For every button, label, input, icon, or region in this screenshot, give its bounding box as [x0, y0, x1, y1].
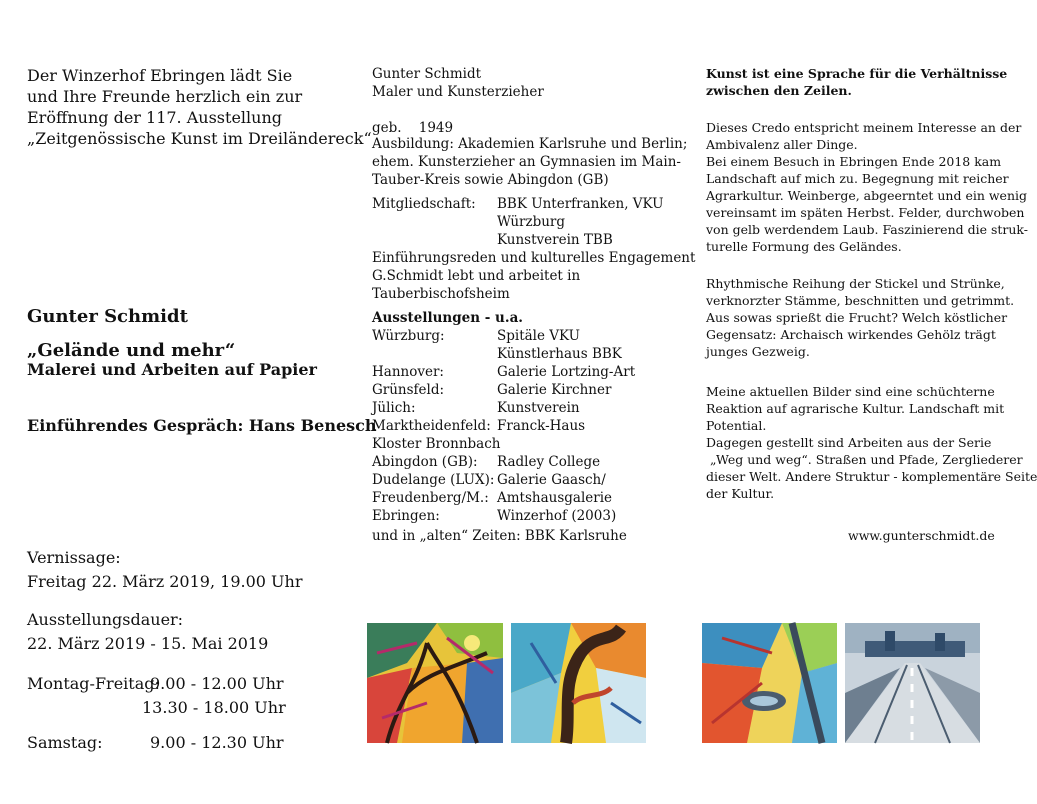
exhibition-row	[372, 472, 606, 488]
bio-role: Maler und Kunsterzieher	[372, 84, 544, 100]
exhibition-row	[372, 382, 612, 398]
exhibition-row	[372, 454, 601, 470]
exhibition-row	[372, 400, 580, 416]
artist-name: Gunter Schmidt	[27, 306, 188, 327]
engagement-line-2: G.Schmidt lebt und arbeitet in	[372, 268, 581, 284]
statement-p2-line: Rhythmische Reihung der Stickel und Strünke,	[706, 276, 1005, 291]
painting-bridge-road	[845, 623, 980, 743]
membership-label: Mitgliedschaft:	[372, 196, 476, 212]
motto-line-1: Kunst ist eine Sprache für die Verhältnisse	[706, 66, 1008, 81]
motto-line-2: zwischen den Zeilen.	[706, 83, 852, 98]
exhibition-venue: Franck-Haus	[497, 418, 586, 434]
engagement-line-3: Tauberbischofsheim	[372, 286, 510, 302]
exhibition-title: „Gelände und mehr“	[27, 340, 236, 361]
duration-label: Ausstellungsdauer:	[27, 610, 184, 629]
statement-p3-line: der Kultur.	[706, 486, 775, 501]
exhibition-place: Jülich:	[372, 400, 416, 416]
bio-line-1: Ausbildung: Akademien Karlsruhe und Berlin;	[372, 136, 688, 152]
bio-line-2: ehem. Kunsterzieher an Gymnasien im Main-	[372, 154, 681, 170]
exhibition-place: Würzburg:	[372, 328, 445, 344]
website-link[interactable]: www.gunterschmidt.de	[848, 528, 995, 543]
painting-abstract-road	[702, 623, 837, 743]
statement-p3-line: „Weg und weg“. Straßen und Pfade, Zergliederer	[706, 452, 1023, 467]
statement-p1-line: Agrarkultur. Weinberge, abgeerntet und ein wenig	[706, 188, 1028, 203]
statement-p2-line: junges Gezweig.	[706, 344, 810, 359]
exhibition-venue: Amtshausgalerie	[497, 490, 613, 506]
talk-info: Einführendes Gespräch: Hans Benesch	[27, 416, 377, 435]
statement-p1-line: Bei einem Besuch in Ebringen Ende 2018 kam	[706, 154, 1002, 169]
vernissage-value: Freitag 22. März 2019, 19.00 Uhr	[27, 572, 303, 591]
vernissage-label: Vernissage:	[27, 548, 121, 567]
exhibition-venue: Spitäle VKU	[497, 328, 581, 344]
exhibition-place: Dudelange (LUX):	[372, 472, 495, 488]
painting-tree-trunk	[511, 623, 646, 743]
statement-p3-line: Reaktion auf agrarische Kultur. Landschaft mit	[706, 401, 1005, 416]
membership-2: Würzburg	[497, 214, 566, 230]
statement-p1-line: Ambivalenz aller Dinge.	[706, 137, 858, 152]
statement-p2-line: Gegensatz: Archaisch wirkendes Gehölz trägt	[706, 327, 996, 342]
intro-line-4: „Zeitgenössische Kunst im Dreiländereck“	[27, 129, 372, 148]
exhibition-row	[372, 436, 500, 452]
statement-p1-line: von gelb werdendem Laub. Faszinierend die struk-	[706, 222, 1029, 237]
statement-p3-line: Meine aktuellen Bilder sind eine schüchterne	[706, 384, 995, 399]
exhibition-place: Marktheidenfeld:	[372, 418, 491, 434]
statement-p3-line: dieser Welt. Andere Struktur - komplementäre Seite	[706, 469, 1037, 484]
exhibition-venue: Galerie Kirchner	[497, 382, 612, 398]
engagement-line-1: Einführungsreden und kulturelles Engagement	[372, 250, 696, 266]
exhibition-place: Kloster Bronnbach	[372, 436, 501, 452]
bio-born: geb. 1949	[372, 120, 454, 136]
old-times-line: und in „alten“ Zeiten: BBK Karlsruhe	[372, 528, 627, 544]
hours-day-3: Samstag:	[27, 733, 103, 752]
exhibition-row	[372, 490, 613, 506]
exhibition-place: Grünsfeld:	[372, 382, 445, 398]
exhibition-row	[372, 364, 636, 380]
exhibition-place: Ebringen:	[372, 508, 440, 524]
hours-time-2: 13.30 - 18.00 Uhr	[142, 698, 286, 717]
duration-value: 22. März 2019 - 15. Mai 2019	[27, 634, 269, 653]
hours-time-1: 9.00 - 12.00 Uhr	[150, 674, 284, 693]
membership-3: Kunstverein TBB	[497, 232, 613, 248]
statement-p1-line: Landschaft auf mich zu. Begegnung mit reicher	[706, 171, 1009, 186]
statement-p1-line: turelle Formung des Geländes.	[706, 239, 902, 254]
statement-p1-line: Dieses Credo entspricht meinem Interesse an der	[706, 120, 1022, 135]
bio-name: Gunter Schmidt	[372, 66, 482, 82]
hours-day-1: Montag-Freitag:	[27, 674, 160, 693]
exhibition-venue: Galerie Lortzing-Art	[497, 364, 636, 380]
hours-time-3: 9.00 - 12.30 Uhr	[150, 733, 284, 752]
intro-line-2: und Ihre Freunde herzlich ein zur	[27, 87, 303, 106]
membership-1: BBK Unterfranken, VKU	[497, 196, 664, 212]
statement-p2-line: verknorzter Stämme, beschnitten und getrimmt.	[706, 293, 1015, 308]
exhibitions-heading: Ausstellungen - u.a.	[372, 310, 524, 326]
exhibition-venue: Galerie Gaasch/	[497, 472, 606, 488]
painting-vineyard	[367, 623, 503, 743]
bio-line-3: Tauber-Kreis sowie Abingdon (GB)	[372, 172, 609, 188]
exhibition-venue: Winzerhof (2003)	[497, 508, 617, 524]
intro-line-1: Der Winzerhof Ebringen lädt Sie	[27, 66, 293, 85]
exhibition-place: Freudenberg/M.:	[372, 490, 489, 506]
exhibition-row	[372, 418, 586, 434]
statement-p3-line: Dagegen gestellt sind Arbeiten aus der Serie	[706, 435, 992, 450]
exhibition-place: Abingdon (GB):	[372, 454, 478, 470]
exhibition-row	[372, 508, 617, 524]
exhibition-place: Hannover:	[372, 364, 444, 380]
exhibition-venue: Radley College	[497, 454, 601, 470]
intro-line-3: Eröffnung der 117. Ausstellung	[27, 108, 282, 127]
statement-p2-line: Aus sowas sprießt die Frucht? Welch köstlicher	[706, 310, 1008, 325]
exhibition-venue: Kunstverein	[497, 400, 580, 416]
exhibition-subtitle: Malerei und Arbeiten auf Papier	[27, 360, 317, 379]
statement-p3-line: Potential.	[706, 418, 767, 433]
statement-p1-line: vereinsamt im späten Herbst. Felder, durchwoben	[706, 205, 1025, 220]
exhibition-row	[372, 328, 581, 344]
exhibition-venue: Künstlerhaus BBK	[497, 346, 622, 362]
